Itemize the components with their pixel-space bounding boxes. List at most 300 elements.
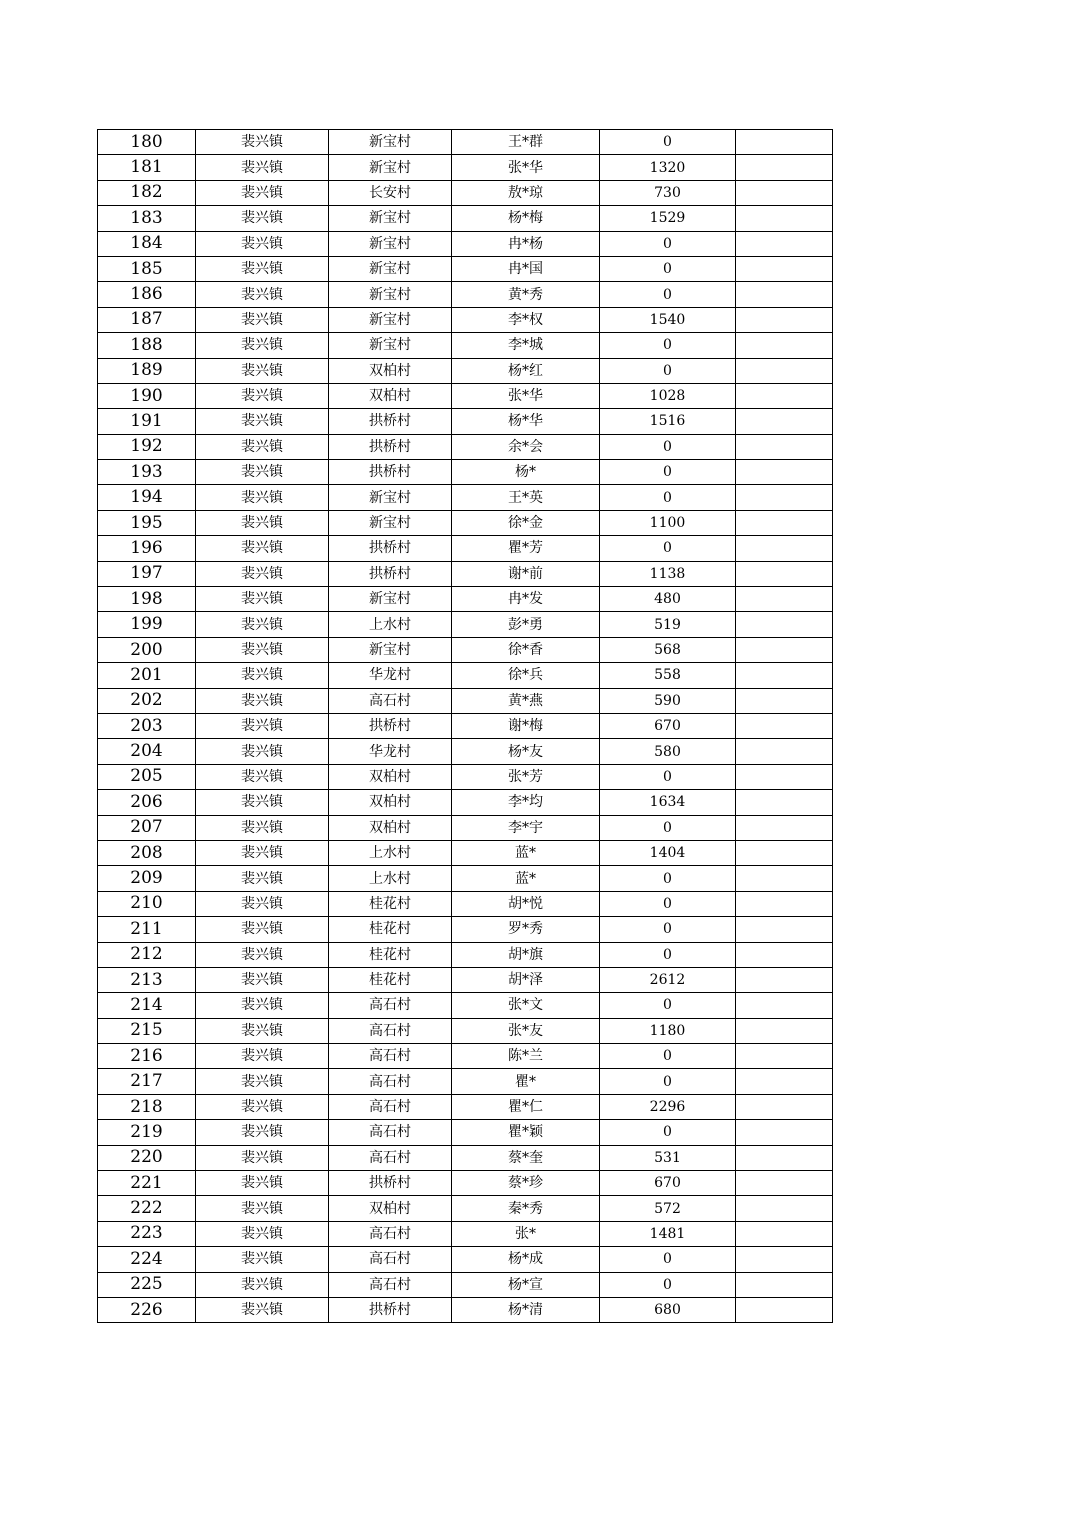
town-cell: 裴兴镇 bbox=[196, 307, 329, 332]
remark-cell bbox=[736, 206, 833, 231]
name-cell: 黄*燕 bbox=[452, 688, 600, 713]
town-cell: 裴兴镇 bbox=[196, 409, 329, 434]
town-cell: 裴兴镇 bbox=[196, 1044, 329, 1069]
amount-cell: 0 bbox=[600, 891, 736, 916]
town-cell: 裴兴镇 bbox=[196, 1018, 329, 1043]
remark-cell bbox=[736, 130, 833, 155]
remark-cell bbox=[736, 663, 833, 688]
village-cell: 双柏村 bbox=[329, 815, 452, 840]
village-cell: 长安村 bbox=[329, 180, 452, 205]
village-cell: 桂花村 bbox=[329, 967, 452, 992]
row-number-cell: 199 bbox=[98, 612, 196, 637]
village-cell: 新宝村 bbox=[329, 587, 452, 612]
table-row bbox=[98, 815, 833, 840]
town-cell: 裴兴镇 bbox=[196, 688, 329, 713]
name-cell: 杨*华 bbox=[452, 409, 600, 434]
row-number-cell: 212 bbox=[98, 942, 196, 967]
remark-cell bbox=[736, 510, 833, 535]
row-number-cell: 201 bbox=[98, 663, 196, 688]
amount-cell: 531 bbox=[600, 1145, 736, 1170]
town-cell: 裴兴镇 bbox=[196, 333, 329, 358]
table-row bbox=[98, 1247, 833, 1272]
table-row bbox=[98, 663, 833, 688]
town-cell: 裴兴镇 bbox=[196, 917, 329, 942]
village-cell: 上水村 bbox=[329, 612, 452, 637]
town-cell: 裴兴镇 bbox=[196, 1247, 329, 1272]
amount-cell: 1481 bbox=[600, 1221, 736, 1246]
village-cell: 桂花村 bbox=[329, 917, 452, 942]
remark-cell bbox=[736, 485, 833, 510]
town-cell: 裴兴镇 bbox=[196, 1221, 329, 1246]
town-cell: 裴兴镇 bbox=[196, 206, 329, 231]
row-number-cell: 186 bbox=[98, 282, 196, 307]
village-cell: 高石村 bbox=[329, 1044, 452, 1069]
row-number-cell: 222 bbox=[98, 1196, 196, 1221]
amount-cell: 0 bbox=[600, 815, 736, 840]
village-cell: 新宝村 bbox=[329, 231, 452, 256]
amount-cell: 0 bbox=[600, 1272, 736, 1297]
town-cell: 裴兴镇 bbox=[196, 663, 329, 688]
table-row bbox=[98, 130, 833, 155]
row-number-cell: 187 bbox=[98, 307, 196, 332]
remark-cell bbox=[736, 180, 833, 205]
table-row bbox=[98, 587, 833, 612]
remark-cell bbox=[736, 1247, 833, 1272]
remark-cell bbox=[736, 612, 833, 637]
name-cell: 胡*悦 bbox=[452, 891, 600, 916]
name-cell: 胡*旗 bbox=[452, 942, 600, 967]
table-row bbox=[98, 409, 833, 434]
amount-cell: 1516 bbox=[600, 409, 736, 434]
table-row bbox=[98, 434, 833, 459]
name-cell: 蓝* bbox=[452, 866, 600, 891]
table-row bbox=[98, 1196, 833, 1221]
amount-cell: 0 bbox=[600, 130, 736, 155]
village-cell: 拱桥村 bbox=[329, 1297, 452, 1322]
row-number-cell: 197 bbox=[98, 561, 196, 586]
amount-cell: 1180 bbox=[600, 1018, 736, 1043]
table-row bbox=[98, 1044, 833, 1069]
row-number-cell: 180 bbox=[98, 130, 196, 155]
remark-cell bbox=[736, 231, 833, 256]
table-row bbox=[98, 688, 833, 713]
remark-cell bbox=[736, 561, 833, 586]
name-cell: 张*友 bbox=[452, 1018, 600, 1043]
amount-cell: 0 bbox=[600, 333, 736, 358]
town-cell: 裴兴镇 bbox=[196, 130, 329, 155]
row-number-cell: 206 bbox=[98, 790, 196, 815]
village-cell: 拱桥村 bbox=[329, 1171, 452, 1196]
table-row bbox=[98, 1297, 833, 1322]
table-row bbox=[98, 713, 833, 738]
table-row bbox=[98, 1094, 833, 1119]
name-cell: 杨*宣 bbox=[452, 1272, 600, 1297]
village-cell: 新宝村 bbox=[329, 485, 452, 510]
name-cell: 陈*兰 bbox=[452, 1044, 600, 1069]
row-number-cell: 221 bbox=[98, 1171, 196, 1196]
town-cell: 裴兴镇 bbox=[196, 561, 329, 586]
remark-cell bbox=[736, 358, 833, 383]
village-cell: 高石村 bbox=[329, 688, 452, 713]
village-cell: 高石村 bbox=[329, 1120, 452, 1145]
remark-cell bbox=[736, 1272, 833, 1297]
name-cell: 徐*兵 bbox=[452, 663, 600, 688]
town-cell: 裴兴镇 bbox=[196, 383, 329, 408]
town-cell: 裴兴镇 bbox=[196, 1272, 329, 1297]
village-cell: 高石村 bbox=[329, 1247, 452, 1272]
amount-cell: 0 bbox=[600, 866, 736, 891]
name-cell: 张* bbox=[452, 1221, 600, 1246]
remark-cell bbox=[736, 1094, 833, 1119]
table-row bbox=[98, 536, 833, 561]
amount-cell: 1540 bbox=[600, 307, 736, 332]
table-row bbox=[98, 1272, 833, 1297]
amount-cell: 1320 bbox=[600, 155, 736, 180]
town-cell: 裴兴镇 bbox=[196, 942, 329, 967]
amount-cell: 580 bbox=[600, 739, 736, 764]
village-cell: 双柏村 bbox=[329, 790, 452, 815]
remark-cell bbox=[736, 790, 833, 815]
table-row bbox=[98, 764, 833, 789]
village-cell: 华龙村 bbox=[329, 739, 452, 764]
town-cell: 裴兴镇 bbox=[196, 866, 329, 891]
row-number-cell: 183 bbox=[98, 206, 196, 231]
row-number-cell: 204 bbox=[98, 739, 196, 764]
village-cell: 新宝村 bbox=[329, 637, 452, 662]
amount-cell: 0 bbox=[600, 764, 736, 789]
row-number-cell: 209 bbox=[98, 866, 196, 891]
town-cell: 裴兴镇 bbox=[196, 460, 329, 485]
amount-cell: 572 bbox=[600, 1196, 736, 1221]
row-number-cell: 210 bbox=[98, 891, 196, 916]
town-cell: 裴兴镇 bbox=[196, 180, 329, 205]
town-cell: 裴兴镇 bbox=[196, 637, 329, 662]
row-number-cell: 218 bbox=[98, 1094, 196, 1119]
town-cell: 裴兴镇 bbox=[196, 1196, 329, 1221]
town-cell: 裴兴镇 bbox=[196, 256, 329, 281]
town-cell: 裴兴镇 bbox=[196, 485, 329, 510]
row-number-cell: 219 bbox=[98, 1120, 196, 1145]
amount-cell: 0 bbox=[600, 1044, 736, 1069]
town-cell: 裴兴镇 bbox=[196, 587, 329, 612]
name-cell: 李*权 bbox=[452, 307, 600, 332]
village-cell: 新宝村 bbox=[329, 307, 452, 332]
village-cell: 拱桥村 bbox=[329, 460, 452, 485]
table-row bbox=[98, 993, 833, 1018]
row-number-cell: 195 bbox=[98, 510, 196, 535]
remark-cell bbox=[736, 866, 833, 891]
row-number-cell: 192 bbox=[98, 434, 196, 459]
town-cell: 裴兴镇 bbox=[196, 282, 329, 307]
row-number-cell: 190 bbox=[98, 383, 196, 408]
village-cell: 上水村 bbox=[329, 840, 452, 865]
village-cell: 拱桥村 bbox=[329, 713, 452, 738]
row-number-cell: 194 bbox=[98, 485, 196, 510]
village-cell: 高石村 bbox=[329, 993, 452, 1018]
remark-cell bbox=[736, 815, 833, 840]
amount-cell: 670 bbox=[600, 713, 736, 738]
remark-cell bbox=[736, 1120, 833, 1145]
remark-cell bbox=[736, 688, 833, 713]
remark-cell bbox=[736, 891, 833, 916]
amount-cell: 1028 bbox=[600, 383, 736, 408]
name-cell: 张*芳 bbox=[452, 764, 600, 789]
town-cell: 裴兴镇 bbox=[196, 815, 329, 840]
name-cell: 李*宇 bbox=[452, 815, 600, 840]
amount-cell: 590 bbox=[600, 688, 736, 713]
table-row bbox=[98, 1221, 833, 1246]
table-row bbox=[98, 1171, 833, 1196]
row-number-cell: 189 bbox=[98, 358, 196, 383]
name-cell: 张*华 bbox=[452, 383, 600, 408]
row-number-cell: 188 bbox=[98, 333, 196, 358]
town-cell: 裴兴镇 bbox=[196, 358, 329, 383]
row-number-cell: 213 bbox=[98, 967, 196, 992]
name-cell: 敖*琼 bbox=[452, 180, 600, 205]
town-cell: 裴兴镇 bbox=[196, 612, 329, 637]
table-row bbox=[98, 967, 833, 992]
town-cell: 裴兴镇 bbox=[196, 510, 329, 535]
name-cell: 李*城 bbox=[452, 333, 600, 358]
row-number-cell: 191 bbox=[98, 409, 196, 434]
amount-cell: 0 bbox=[600, 1247, 736, 1272]
village-cell: 拱桥村 bbox=[329, 536, 452, 561]
town-cell: 裴兴镇 bbox=[196, 434, 329, 459]
remark-cell bbox=[736, 1069, 833, 1094]
village-cell: 华龙村 bbox=[329, 663, 452, 688]
remark-cell bbox=[736, 409, 833, 434]
row-number-cell: 223 bbox=[98, 1221, 196, 1246]
table-row bbox=[98, 358, 833, 383]
table-row bbox=[98, 739, 833, 764]
row-number-cell: 215 bbox=[98, 1018, 196, 1043]
row-number-cell: 208 bbox=[98, 840, 196, 865]
amount-cell: 1634 bbox=[600, 790, 736, 815]
village-cell: 新宝村 bbox=[329, 206, 452, 231]
name-cell: 王*英 bbox=[452, 485, 600, 510]
remark-cell bbox=[736, 1145, 833, 1170]
amount-cell: 519 bbox=[600, 612, 736, 637]
row-number-cell: 216 bbox=[98, 1044, 196, 1069]
row-number-cell: 181 bbox=[98, 155, 196, 180]
row-number-cell: 202 bbox=[98, 688, 196, 713]
village-cell: 新宝村 bbox=[329, 282, 452, 307]
amount-cell: 0 bbox=[600, 917, 736, 942]
remark-cell bbox=[736, 713, 833, 738]
village-cell: 高石村 bbox=[329, 1145, 452, 1170]
remark-cell bbox=[736, 1044, 833, 1069]
amount-cell: 1404 bbox=[600, 840, 736, 865]
row-number-cell: 211 bbox=[98, 917, 196, 942]
name-cell: 杨*友 bbox=[452, 739, 600, 764]
village-cell: 高石村 bbox=[329, 1018, 452, 1043]
village-cell: 双柏村 bbox=[329, 1196, 452, 1221]
remark-cell bbox=[736, 460, 833, 485]
table-row bbox=[98, 180, 833, 205]
town-cell: 裴兴镇 bbox=[196, 739, 329, 764]
table-row bbox=[98, 333, 833, 358]
remark-cell bbox=[736, 1221, 833, 1246]
village-cell: 新宝村 bbox=[329, 333, 452, 358]
name-cell: 蓝* bbox=[452, 840, 600, 865]
row-number-cell: 205 bbox=[98, 764, 196, 789]
row-number-cell: 207 bbox=[98, 815, 196, 840]
remark-cell bbox=[736, 993, 833, 1018]
row-number-cell: 217 bbox=[98, 1069, 196, 1094]
amount-cell: 0 bbox=[600, 942, 736, 967]
village-cell: 新宝村 bbox=[329, 130, 452, 155]
remark-cell bbox=[736, 739, 833, 764]
table-row bbox=[98, 460, 833, 485]
table-row bbox=[98, 790, 833, 815]
remark-cell bbox=[736, 282, 833, 307]
amount-cell: 0 bbox=[600, 536, 736, 561]
table-row bbox=[98, 231, 833, 256]
remark-cell bbox=[736, 917, 833, 942]
amount-cell: 558 bbox=[600, 663, 736, 688]
name-cell: 杨*成 bbox=[452, 1247, 600, 1272]
amount-cell: 0 bbox=[600, 434, 736, 459]
town-cell: 裴兴镇 bbox=[196, 993, 329, 1018]
name-cell: 杨*红 bbox=[452, 358, 600, 383]
table-body bbox=[98, 130, 833, 1323]
amount-cell: 0 bbox=[600, 993, 736, 1018]
table-row bbox=[98, 1069, 833, 1094]
table-row bbox=[98, 1145, 833, 1170]
name-cell: 冉*发 bbox=[452, 587, 600, 612]
village-cell: 双柏村 bbox=[329, 383, 452, 408]
amount-cell: 0 bbox=[600, 231, 736, 256]
amount-cell: 2296 bbox=[600, 1094, 736, 1119]
name-cell: 罗*秀 bbox=[452, 917, 600, 942]
town-cell: 裴兴镇 bbox=[196, 1069, 329, 1094]
amount-cell: 0 bbox=[600, 358, 736, 383]
village-cell: 桂花村 bbox=[329, 942, 452, 967]
amount-cell: 480 bbox=[600, 587, 736, 612]
town-cell: 裴兴镇 bbox=[196, 967, 329, 992]
row-number-cell: 198 bbox=[98, 587, 196, 612]
remark-cell bbox=[736, 1297, 833, 1322]
row-number-cell: 200 bbox=[98, 637, 196, 662]
amount-cell: 1138 bbox=[600, 561, 736, 586]
remark-cell bbox=[736, 536, 833, 561]
table-row bbox=[98, 866, 833, 891]
name-cell: 徐*香 bbox=[452, 637, 600, 662]
name-cell: 徐*金 bbox=[452, 510, 600, 535]
town-cell: 裴兴镇 bbox=[196, 155, 329, 180]
remark-cell bbox=[736, 967, 833, 992]
name-cell: 瞿*芳 bbox=[452, 536, 600, 561]
amount-cell: 680 bbox=[600, 1297, 736, 1322]
name-cell: 胡*泽 bbox=[452, 967, 600, 992]
village-cell: 新宝村 bbox=[329, 155, 452, 180]
table-row bbox=[98, 256, 833, 281]
town-cell: 裴兴镇 bbox=[196, 1120, 329, 1145]
town-cell: 裴兴镇 bbox=[196, 1094, 329, 1119]
remark-cell bbox=[736, 637, 833, 662]
village-cell: 双柏村 bbox=[329, 764, 452, 789]
table-row bbox=[98, 840, 833, 865]
remark-cell bbox=[736, 333, 833, 358]
table-row bbox=[98, 612, 833, 637]
name-cell: 张*华 bbox=[452, 155, 600, 180]
village-cell: 高石村 bbox=[329, 1094, 452, 1119]
amount-cell: 0 bbox=[600, 485, 736, 510]
amount-cell: 670 bbox=[600, 1171, 736, 1196]
row-number-cell: 182 bbox=[98, 180, 196, 205]
town-cell: 裴兴镇 bbox=[196, 764, 329, 789]
remark-cell bbox=[736, 1171, 833, 1196]
row-number-cell: 224 bbox=[98, 1247, 196, 1272]
village-cell: 高石村 bbox=[329, 1069, 452, 1094]
amount-cell: 0 bbox=[600, 256, 736, 281]
name-cell: 瞿*颖 bbox=[452, 1120, 600, 1145]
village-cell: 拱桥村 bbox=[329, 434, 452, 459]
name-cell: 谢*前 bbox=[452, 561, 600, 586]
table-row bbox=[98, 485, 833, 510]
amount-cell: 1529 bbox=[600, 206, 736, 231]
amount-cell: 1100 bbox=[600, 510, 736, 535]
name-cell: 瞿* bbox=[452, 1069, 600, 1094]
village-cell: 新宝村 bbox=[329, 510, 452, 535]
name-cell: 杨*梅 bbox=[452, 206, 600, 231]
remark-cell bbox=[736, 1018, 833, 1043]
remark-cell bbox=[736, 942, 833, 967]
remark-cell bbox=[736, 840, 833, 865]
town-cell: 裴兴镇 bbox=[196, 891, 329, 916]
table-row bbox=[98, 155, 833, 180]
remark-cell bbox=[736, 434, 833, 459]
table-row bbox=[98, 1120, 833, 1145]
row-number-cell: 193 bbox=[98, 460, 196, 485]
name-cell: 李*均 bbox=[452, 790, 600, 815]
table-row bbox=[98, 917, 833, 942]
remark-cell bbox=[736, 256, 833, 281]
name-cell: 彭*勇 bbox=[452, 612, 600, 637]
name-cell: 瞿*仁 bbox=[452, 1094, 600, 1119]
name-cell: 余*会 bbox=[452, 434, 600, 459]
row-number-cell: 220 bbox=[98, 1145, 196, 1170]
table-row bbox=[98, 891, 833, 916]
name-cell: 蔡*奎 bbox=[452, 1145, 600, 1170]
town-cell: 裴兴镇 bbox=[196, 536, 329, 561]
table-row bbox=[98, 383, 833, 408]
amount-cell: 0 bbox=[600, 460, 736, 485]
name-cell: 张*文 bbox=[452, 993, 600, 1018]
town-cell: 裴兴镇 bbox=[196, 840, 329, 865]
village-cell: 拱桥村 bbox=[329, 561, 452, 586]
town-cell: 裴兴镇 bbox=[196, 1297, 329, 1322]
amount-cell: 0 bbox=[600, 1069, 736, 1094]
amount-cell: 0 bbox=[600, 1120, 736, 1145]
row-number-cell: 184 bbox=[98, 231, 196, 256]
name-cell: 杨* bbox=[452, 460, 600, 485]
remark-cell bbox=[736, 383, 833, 408]
village-cell: 高石村 bbox=[329, 1272, 452, 1297]
name-cell: 谢*梅 bbox=[452, 713, 600, 738]
name-cell: 秦*秀 bbox=[452, 1196, 600, 1221]
row-number-cell: 214 bbox=[98, 993, 196, 1018]
table-row bbox=[98, 942, 833, 967]
town-cell: 裴兴镇 bbox=[196, 231, 329, 256]
remark-cell bbox=[736, 155, 833, 180]
row-number-cell: 203 bbox=[98, 713, 196, 738]
village-cell: 拱桥村 bbox=[329, 409, 452, 434]
amount-cell: 2612 bbox=[600, 967, 736, 992]
village-cell: 高石村 bbox=[329, 1221, 452, 1246]
name-cell: 黄*秀 bbox=[452, 282, 600, 307]
amount-cell: 730 bbox=[600, 180, 736, 205]
